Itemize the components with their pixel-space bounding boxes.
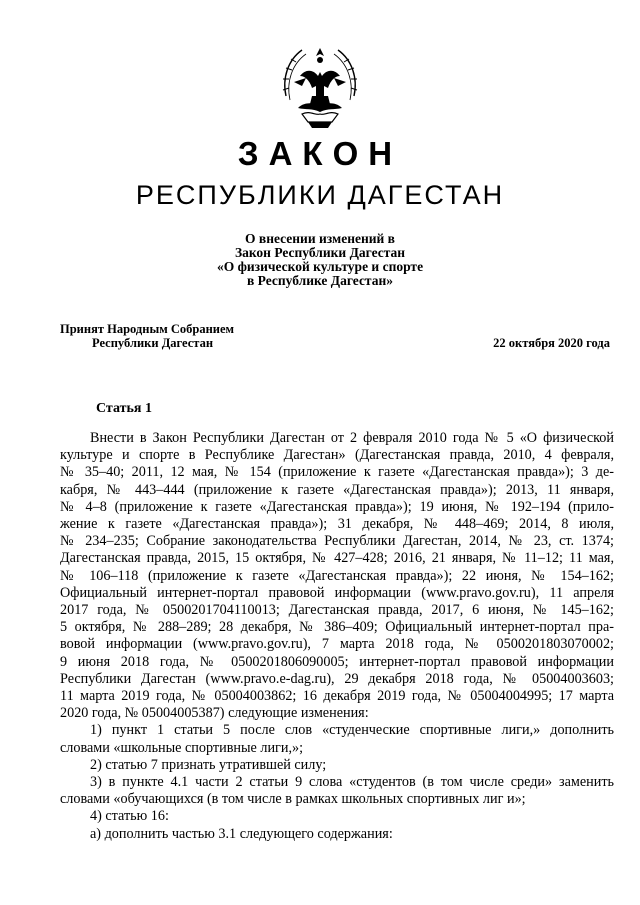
text-line: Внести в Закон Республики Дагестан от 2 февраля 2010 года № 5 «О физической [90, 430, 614, 446]
text-line: № 234–235; Собрание законодательства Республики Дагестан, 2014, № 23, ст. 1374; [60, 533, 614, 550]
adopted-line: Республики Дагестан [92, 336, 214, 350]
adopted-by [60, 322, 234, 350]
law-subject [0, 232, 640, 288]
text-line: 2020 года, № 05004005387) следующие изменения: [60, 705, 369, 722]
text-line: словами «обучающихся (в том числе в рамках школьных спортивных лиг и»; [60, 791, 526, 808]
text-line: а) дополнить частью 3.1 следующего содержания: [90, 825, 393, 842]
subject-line: в Республике Дагестан» [246, 273, 394, 288]
text-line: словами «школьные спортивные лиги,»; [60, 739, 304, 756]
text-line: 2017 года, № 0500201704110013; Дагестанская правда, 2017, 6 июня, № 145–162; [60, 602, 614, 619]
text-line: № 106–118 (приложение к газете «Дагестанская правда»); 22 июня, № 154–162; [60, 567, 614, 584]
adopted-line: Принят Народным Собранием [60, 322, 235, 336]
text-line: Официальный интернет-портал правовой информации (www.pravo.gov.ru), 11 апреля [60, 584, 614, 601]
document-subtitle: РЕСПУБЛИКИ ДАГЕСТАН [135, 180, 505, 210]
text-line: культуре и спорте в Республике Дагестан» (Дагестанская правда, 2010, 4 февраля, [60, 447, 614, 464]
adoption-date: 22 октября 2020 года [493, 336, 610, 350]
subject-line: Закон Республики Дагестан [234, 245, 406, 260]
text-line: 4) статью 16: [90, 808, 169, 825]
text-line: 11 марта 2019 года, № 05004003862; 16 декабря 2019 года, № 05004004995; 17 марта [60, 688, 614, 705]
text-line: жение к газете «Дагестанская правда»); 31 декабря, № 448–469; 2014, 8 июля, [60, 516, 614, 533]
text-line: 2) статью 7 признать утратившей силу; [90, 756, 327, 773]
article-body [60, 430, 614, 843]
text-line: 1) пункт 1 статьи 5 после слов «студенческие спортивные лиги,» дополнить [90, 722, 614, 739]
article-heading: Статья 1 [96, 401, 152, 416]
text-line: № 35–40; 2011, 12 мая, № 154 (приложение к газете «Дагестанская правда»); 3 де- [60, 464, 614, 481]
text-line: 5 октября, № 288–289; 28 декабря, № 386–409; Официальный интернет-портал пра- [60, 619, 614, 636]
text-line: 3) в пункте 4.1 части 2 статьи 9 слова «студентов (в том числе среди» заменить [90, 774, 614, 791]
document-title: ЗАКОН [237, 135, 403, 172]
text-line: кабря, № 443–444 (приложение к газете «Дагестанская правда»); 2013, 11 января, [60, 481, 614, 498]
text-line: Республики Дагестан (www.pravo.e-dag.ru), 29 декабря 2018 года, № 05004003603; [60, 670, 614, 687]
text-line: 9 июня 2018 года, № 0500201806090005; интернет-портал правовой информации [60, 653, 614, 670]
subject-line: О внесении изменений в [245, 231, 395, 246]
text-line: № 4–8 (приложение к газете «Дагестанская правда»); 19 июня, № 192–194 (прило- [60, 498, 614, 515]
text-line: вовой информации (www.pravo.gov.ru), 7 марта 2018 года, № 0500201803070002; [60, 636, 614, 653]
coat-of-arms-emblem [272, 38, 368, 134]
text-line: Дагестанская правда, 2015, 15 октября, № 427–428; 2016, 21 января, № 11–12; 11 мая, [60, 550, 614, 567]
subject-line: «О физической культуре и спорте [216, 259, 424, 274]
